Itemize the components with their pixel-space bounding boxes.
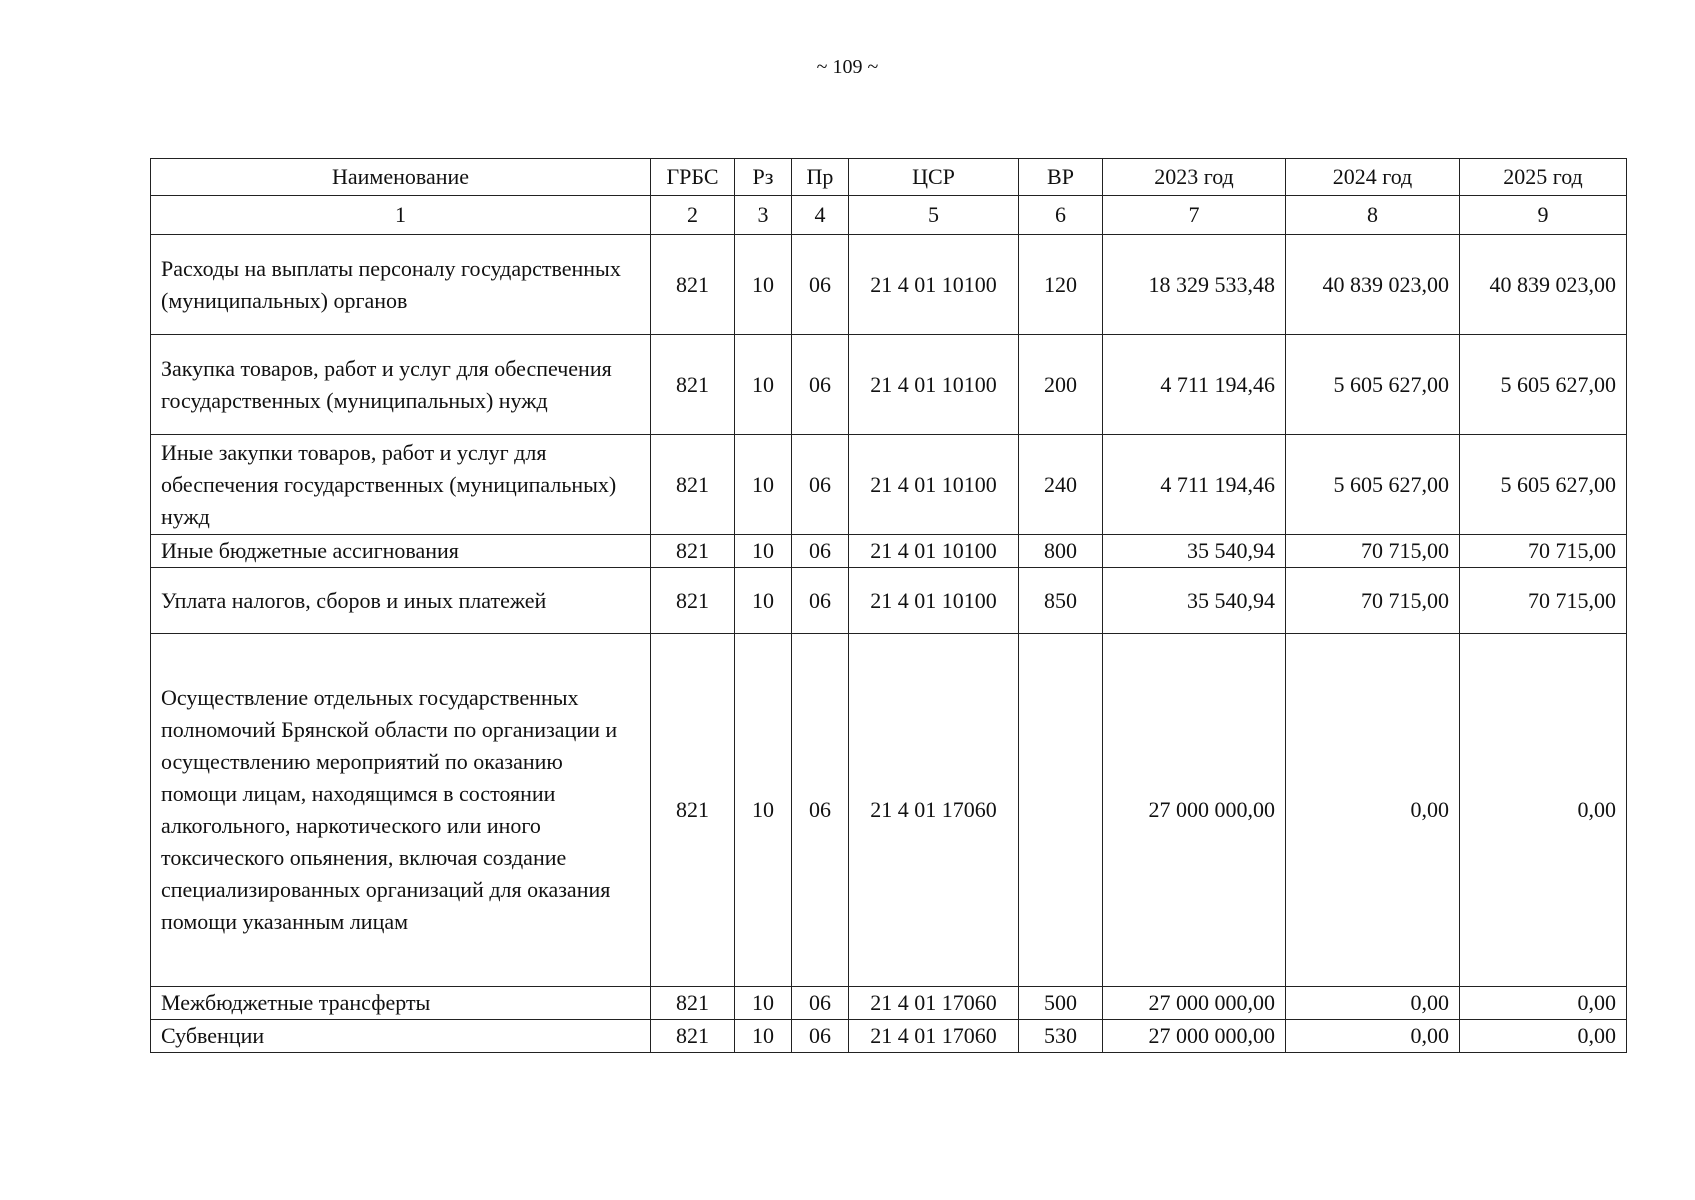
cell-vr: 240: [1019, 435, 1103, 535]
cell-rz: 10: [735, 987, 792, 1020]
column-number-row: [151, 196, 1627, 235]
cell-2023: 35 540,94: [1103, 535, 1286, 568]
cell-csr: 21 4 01 10100: [849, 235, 1019, 335]
cell-2023: 27 000 000,00: [1103, 634, 1286, 987]
column-number: 1: [151, 196, 651, 235]
cell-name: Иные закупки товаров, работ и услуг для обеспечения государственных (муниципальных) нужд: [151, 435, 651, 535]
header-rz: Рз: [735, 159, 792, 196]
cell-2024: 5 605 627,00: [1286, 335, 1460, 435]
cell-2025: 70 715,00: [1460, 535, 1627, 568]
column-number: 9: [1460, 196, 1627, 235]
cell-2023: 27 000 000,00: [1103, 1020, 1286, 1053]
column-number: 5: [849, 196, 1019, 235]
table-row: [151, 435, 1627, 535]
table-row: [151, 568, 1627, 634]
cell-2024: 0,00: [1286, 987, 1460, 1020]
cell-pr: 06: [792, 1020, 849, 1053]
cell-csr: 21 4 01 10100: [849, 568, 1019, 634]
header-row: [151, 159, 1627, 196]
header-grbs: ГРБС: [651, 159, 735, 196]
cell-name: Осуществление отдельных государственных полномочий Брянской области по организации и осуществлению мероприятий по оказанию помощи лицам, находящимся в состоянии алкогольного, наркотического или иного токсического опьянения, включая создание специализированных организаций для оказания помощи указанным лицам: [151, 634, 651, 987]
header-2023: 2023 год: [1103, 159, 1286, 196]
cell-rz: 10: [735, 568, 792, 634]
header-name: Наименование: [151, 159, 651, 196]
cell-csr: 21 4 01 17060: [849, 1020, 1019, 1053]
cell-2025: 40 839 023,00: [1460, 235, 1627, 335]
cell-rz: 10: [735, 634, 792, 987]
cell-vr: 500: [1019, 987, 1103, 1020]
cell-vr: 120: [1019, 235, 1103, 335]
cell-2025: 70 715,00: [1460, 568, 1627, 634]
cell-grbs: 821: [651, 568, 735, 634]
cell-grbs: 821: [651, 535, 735, 568]
cell-vr: 530: [1019, 1020, 1103, 1053]
column-number: 2: [651, 196, 735, 235]
cell-2023: 4 711 194,46: [1103, 335, 1286, 435]
cell-2023: 35 540,94: [1103, 568, 1286, 634]
cell-grbs: 821: [651, 435, 735, 535]
cell-rz: 10: [735, 335, 792, 435]
cell-2025: 0,00: [1460, 987, 1627, 1020]
header-csr: ЦСР: [849, 159, 1019, 196]
cell-2024: 5 605 627,00: [1286, 435, 1460, 535]
cell-pr: 06: [792, 335, 849, 435]
table-row: [151, 235, 1627, 335]
cell-rz: 10: [735, 235, 792, 335]
cell-name: Уплата налогов, сборов и иных платежей: [151, 568, 651, 634]
table-row: [151, 335, 1627, 435]
cell-pr: 06: [792, 535, 849, 568]
cell-grbs: 821: [651, 235, 735, 335]
column-number: 7: [1103, 196, 1286, 235]
header-vr: ВР: [1019, 159, 1103, 196]
cell-2024: 0,00: [1286, 634, 1460, 987]
table-row: [151, 987, 1627, 1020]
cell-csr: 21 4 01 10100: [849, 535, 1019, 568]
cell-rz: 10: [735, 435, 792, 535]
cell-name: Иные бюджетные ассигнования: [151, 535, 651, 568]
column-number: 8: [1286, 196, 1460, 235]
cell-2023: 27 000 000,00: [1103, 987, 1286, 1020]
cell-pr: 06: [792, 568, 849, 634]
cell-vr: [1019, 634, 1103, 987]
cell-vr: 850: [1019, 568, 1103, 634]
cell-csr: 21 4 01 10100: [849, 435, 1019, 535]
table-row: [151, 535, 1627, 568]
column-number: 4: [792, 196, 849, 235]
page-number: ~ 109 ~: [816, 56, 879, 78]
header-2024: 2024 год: [1286, 159, 1460, 196]
cell-2024: 70 715,00: [1286, 568, 1460, 634]
cell-2025: 5 605 627,00: [1460, 435, 1627, 535]
cell-name: Межбюджетные трансферты: [151, 987, 651, 1020]
cell-2025: 0,00: [1460, 1020, 1627, 1053]
cell-2023: 18 329 533,48: [1103, 235, 1286, 335]
table-row: [151, 634, 1627, 987]
cell-2024: 70 715,00: [1286, 535, 1460, 568]
cell-rz: 10: [735, 535, 792, 568]
cell-grbs: 821: [651, 634, 735, 987]
cell-2025: 5 605 627,00: [1460, 335, 1627, 435]
cell-pr: 06: [792, 634, 849, 987]
header-2025: 2025 год: [1460, 159, 1627, 196]
cell-csr: 21 4 01 17060: [849, 634, 1019, 987]
cell-name: Закупка товаров, работ и услуг для обеспечения государственных (муниципальных) нужд: [151, 335, 651, 435]
cell-csr: 21 4 01 10100: [849, 335, 1019, 435]
cell-rz: 10: [735, 1020, 792, 1053]
cell-grbs: 821: [651, 987, 735, 1020]
cell-2025: 0,00: [1460, 634, 1627, 987]
table-row: [151, 1020, 1627, 1053]
cell-vr: 200: [1019, 335, 1103, 435]
cell-pr: 06: [792, 987, 849, 1020]
cell-name: Расходы на выплаты персоналу государственных (муниципальных) органов: [151, 235, 651, 335]
cell-2024: 40 839 023,00: [1286, 235, 1460, 335]
column-number: 6: [1019, 196, 1103, 235]
cell-2024: 0,00: [1286, 1020, 1460, 1053]
header-pr: Пр: [792, 159, 849, 196]
budget-table: [150, 158, 1627, 1053]
cell-vr: 800: [1019, 535, 1103, 568]
cell-pr: 06: [792, 235, 849, 335]
cell-grbs: 821: [651, 1020, 735, 1053]
cell-csr: 21 4 01 17060: [849, 987, 1019, 1020]
cell-grbs: 821: [651, 335, 735, 435]
cell-name: Субвенции: [151, 1020, 651, 1053]
column-number: 3: [735, 196, 792, 235]
cell-2023: 4 711 194,46: [1103, 435, 1286, 535]
cell-pr: 06: [792, 435, 849, 535]
